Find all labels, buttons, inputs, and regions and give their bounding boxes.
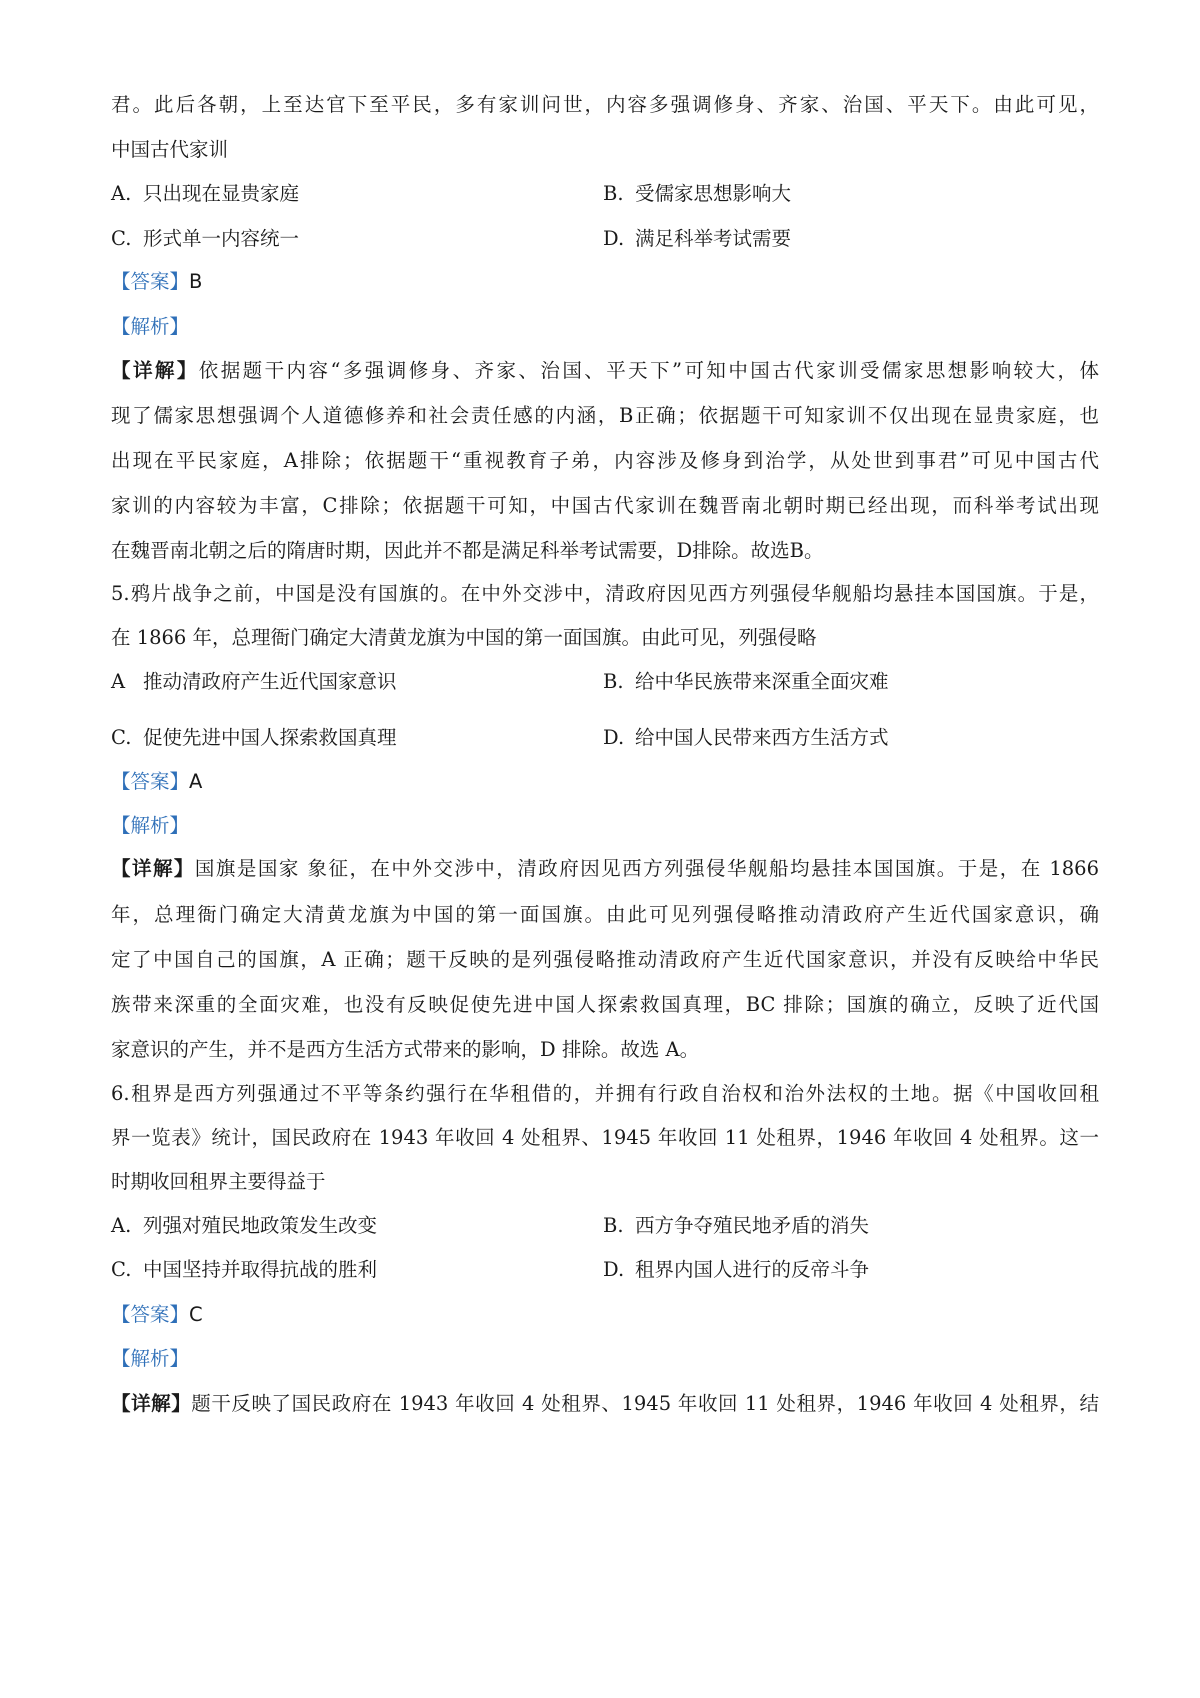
option-text: 形式单一内容统一 xyxy=(143,227,300,250)
q6-stem-line-3: 时期收回租界主要得益于 xyxy=(111,1170,326,1193)
option-letter: D. xyxy=(603,227,625,250)
option-text: 受儒家思想影响大 xyxy=(635,182,792,205)
q6-option-c xyxy=(111,1256,377,1284)
option-text: 列强对殖民地政策发生改变 xyxy=(143,1214,378,1237)
q5-detail-line-4: 族带来深重的全面灾难，也没有反映促使先进中国人探索救国真理，BC 排除；国旗的确立，反映了近代国 xyxy=(111,993,1099,1016)
q4-analysis xyxy=(111,313,189,341)
option-text: 给中华民族带来深重全面灾难 xyxy=(635,670,889,693)
q5-detail-line-1 xyxy=(111,855,1099,883)
q6-analysis xyxy=(111,1345,189,1373)
option-text: 租界内国人进行的反帝斗争 xyxy=(635,1258,870,1281)
option-letter: A xyxy=(111,670,126,693)
q4-option-c xyxy=(111,225,299,253)
q5-detail-line-5: 家意识的产生，并不是西方生活方式带来的影响，D 排除。故选 A。 xyxy=(111,1038,700,1061)
option-letter: C. xyxy=(111,726,132,749)
detail-text: 题干反映了国民政府在 1943 年收回 4 处租界、1945 年收回 11 处租界，1946 年收回 4 处租界，结 xyxy=(191,1392,1099,1415)
q6-option-d xyxy=(603,1256,869,1284)
q6-detail-line-1 xyxy=(111,1390,1099,1418)
q5-option-d xyxy=(603,724,889,752)
q6-stem-line-2: 界一览表》统计，国民政府在 1943 年收回 4 处租界、1945 年收回 11 处租界，1946 年收回 4 处租界。这一 xyxy=(111,1126,1099,1149)
q5-option-b xyxy=(603,668,889,696)
q4-detail-line-5: 在魏晋南北朝之后的隋唐时期，因此并不都是满足科举考试需要，D排除。故选B。 xyxy=(111,539,824,562)
q4-stem-line-2: 中国古代家训 xyxy=(111,138,229,161)
detail-text: 依据题干内容“多强调修身、齐家、治国、平天下”可知中国古代家训受儒家思想影响较大，体 xyxy=(198,359,1099,382)
answer-value: C xyxy=(189,1303,203,1326)
detail-text: 国旗是国家 象征，在中外交涉中，清政府因见西方列强侵华舰船均悬挂本国国旗。于是，在 1866 xyxy=(194,857,1099,880)
q6-answer xyxy=(111,1301,203,1329)
analysis-tag: 【解析】 xyxy=(111,1347,190,1370)
q6-option-b xyxy=(603,1212,869,1240)
answer-tag: 【答案】 xyxy=(111,1303,190,1326)
q5-option-a xyxy=(111,668,397,696)
analysis-tag: 【解析】 xyxy=(111,315,190,338)
q4-answer xyxy=(111,268,202,296)
option-letter: B. xyxy=(603,670,624,693)
option-letter: C. xyxy=(111,1258,132,1281)
q5-option-c xyxy=(111,724,397,752)
option-text: 满足科举考试需要 xyxy=(635,227,792,250)
option-letter: D. xyxy=(603,726,625,749)
q4-detail-line-1 xyxy=(111,357,1099,385)
q4-option-b xyxy=(603,180,791,208)
q6-stem-line-1: 6.租界是西方列强通过不平等条约强行在华租借的，并拥有行政自治权和治外法权的土地。据《中国收回租 xyxy=(111,1082,1099,1105)
q5-analysis xyxy=(111,812,189,840)
option-text: 西方争夺殖民地矛盾的消失 xyxy=(635,1214,870,1237)
q4-option-a xyxy=(111,180,299,208)
option-letter: B. xyxy=(603,1214,624,1237)
q4-option-d xyxy=(603,225,791,253)
answer-tag: 【答案】 xyxy=(111,270,190,293)
q5-stem-line-2: 在 1866 年，总理衙门确定大清黄龙旗为中国的第一面国旗。由此可见，列强侵略 xyxy=(111,626,817,649)
detail-tag: 【详解】 xyxy=(111,1392,192,1415)
option-text: 给中国人民带来西方生活方式 xyxy=(635,726,889,749)
answer-value: A xyxy=(189,770,203,793)
q4-stem-line-1: 君。此后各朝，上至达官下至平民，多有家训问世，内容多强调修身、齐家、治国、平天下。由此可见， xyxy=(111,93,1099,116)
option-letter: A. xyxy=(111,1214,132,1237)
answer-value: B xyxy=(189,270,203,293)
option-letter: D. xyxy=(603,1258,625,1281)
option-text: 只出现在显贵家庭 xyxy=(143,182,300,205)
detail-tag: 【详解】 xyxy=(111,359,199,382)
q5-answer xyxy=(111,768,202,796)
q4-detail-line-4: 家训的内容较为丰富，C排除；依据题干可知，中国古代家训在魏晋南北朝时期已经出现，而科举考试出现 xyxy=(111,494,1099,517)
option-letter: A. xyxy=(111,182,132,205)
q6-option-a xyxy=(111,1212,377,1240)
answer-tag: 【答案】 xyxy=(111,770,190,793)
option-text: 中国坚持并取得抗战的胜利 xyxy=(143,1258,378,1281)
q5-detail-line-3: 定了中国自己的国旗，A 正确；题干反映的是列强侵略推动清政府产生近代国家意识，并没有反映给中华民 xyxy=(111,948,1099,971)
option-letter: C. xyxy=(111,227,132,250)
option-text: 推动清政府产生近代国家意识 xyxy=(143,670,397,693)
analysis-tag: 【解析】 xyxy=(111,814,190,837)
q5-stem-line-1: 5.鸦片战争之前，中国是没有国旗的。在中外交涉中，清政府因见西方列强侵华舰船均悬挂本国国旗。于是， xyxy=(111,582,1099,605)
detail-tag: 【详解】 xyxy=(111,857,195,880)
q4-detail-line-2: 现了儒家思想强调个人道德修养和社会责任感的内涵，B正确；依据题干可知家训不仅出现在显贵家庭，也 xyxy=(111,404,1099,427)
q4-detail-line-3: 出现在平民家庭，A排除；依据题干“重视教育子弟，内容涉及修身到治学，从处世到事君”可见中国古代 xyxy=(111,449,1099,472)
q5-detail-line-2: 年，总理衙门确定大清黄龙旗为中国的第一面国旗。由此可见列强侵略推动清政府产生近代国家意识，确 xyxy=(111,903,1099,926)
option-letter: B. xyxy=(603,182,624,205)
option-text: 促使先进中国人探索救国真理 xyxy=(143,726,397,749)
